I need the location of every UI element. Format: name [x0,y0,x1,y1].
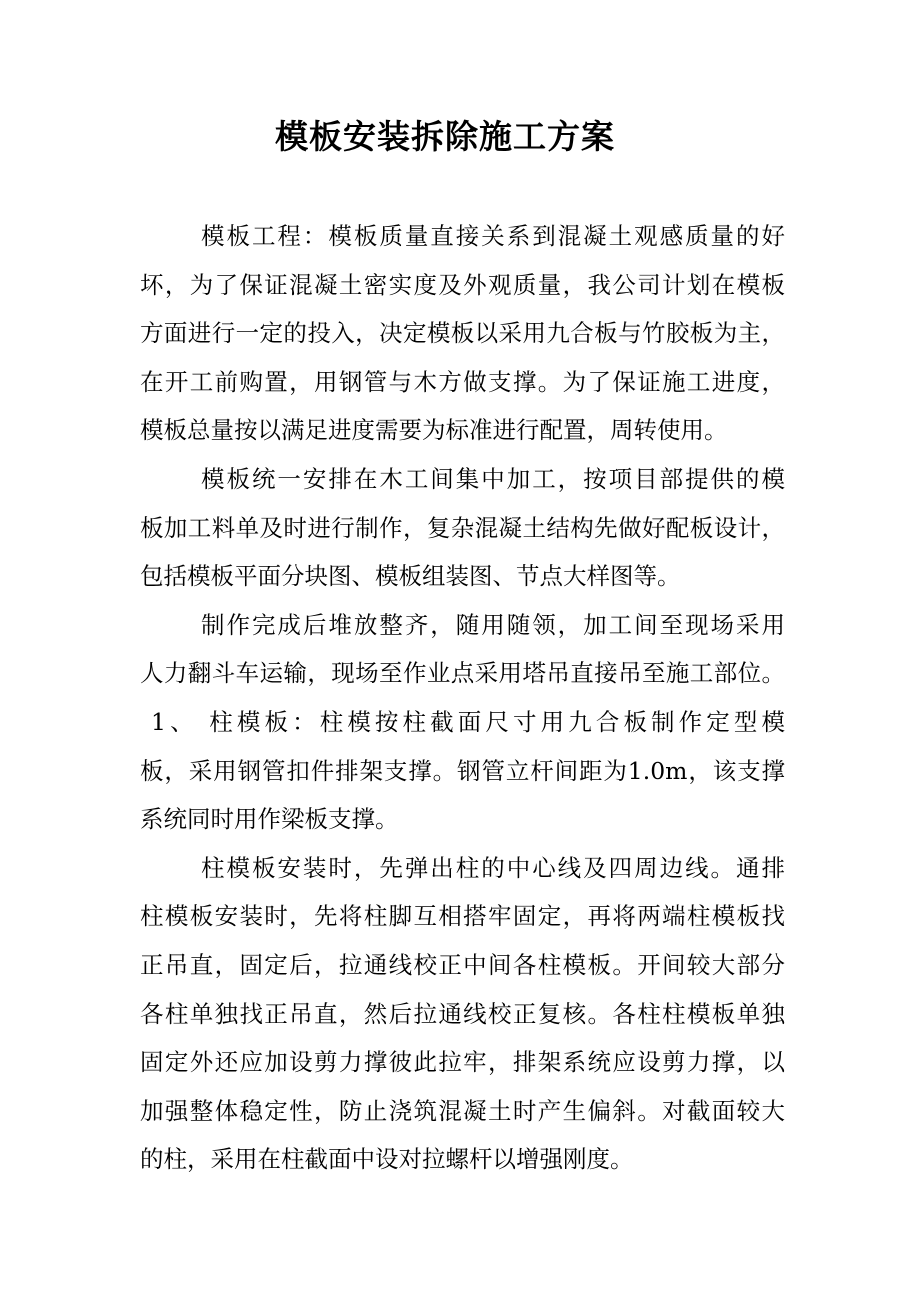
text-line: 加强整体稳定性，防止浇筑混凝土时产生偏斜。对截面较大 [140,1096,785,1125]
text-line: 方面进行一定的投入，决定模板以采用九合板与竹胶板为主， [140,319,785,348]
text-line: 模板总量按以满足进度需要为标准进行配置，周转使用。 [140,416,728,445]
text-line: 正吊直，固定后，拉通线校正中间各柱模板。开间较大部分 [140,950,785,979]
text-line: 板加工料单及时进行制作，复杂混凝土结构先做好配板设计， [140,513,785,542]
text-line: 的柱，采用在柱截面中设对拉螺杆以增强刚度。 [140,1145,634,1174]
text-line: 模板工程：模板质量直接关系到混凝土观感质量的好 [201,222,785,250]
text-line: 固定外还应加设剪力撑彼此拉牢，排架系统应设剪力撑，以 [140,1048,785,1077]
text-line: 包括模板平面分块图、模板组装图、节点大样图等。 [140,562,681,591]
list-item-heading: 1、 柱模板：柱模按柱截面尺寸用九合板制作定型模 [151,707,785,736]
text-line: 在开工前购置，用钢管与木方做支撑。为了保证施工进度， [140,367,785,396]
text-line: 人力翻斗车运输，现场至作业点采用塔吊直接吊至施工部位。 [140,659,785,688]
text-line: 模板统一安排在木工间集中加工，按项目部提供的模 [201,464,785,493]
document-title: 模板安装拆除施工方案 [275,117,615,156]
text-line: 板，采用钢管扣件排架支撑。钢管立杆间距为1.0m，该支撑 [140,756,785,785]
text-line: 柱模板安装时，先弹出柱的中心线及四周边线。通排 [201,853,785,882]
text-line: 柱模板安装时，先将柱脚互相搭牢固定，再将两端柱模板找 [140,902,785,931]
document-body [140,212,785,1184]
text-line: 各柱单独找正吊直，然后拉通线校正复核。各柱柱模板单独 [140,999,785,1028]
text-line: 制作完成后堆放整齐，随用随领，加工间至现场采用 [201,610,785,639]
text-line: 坏，为了保证混凝土密实度及外观质量，我公司计划在模板 [140,270,785,299]
text-line: 系统同时用作梁板支撑。 [140,805,399,834]
